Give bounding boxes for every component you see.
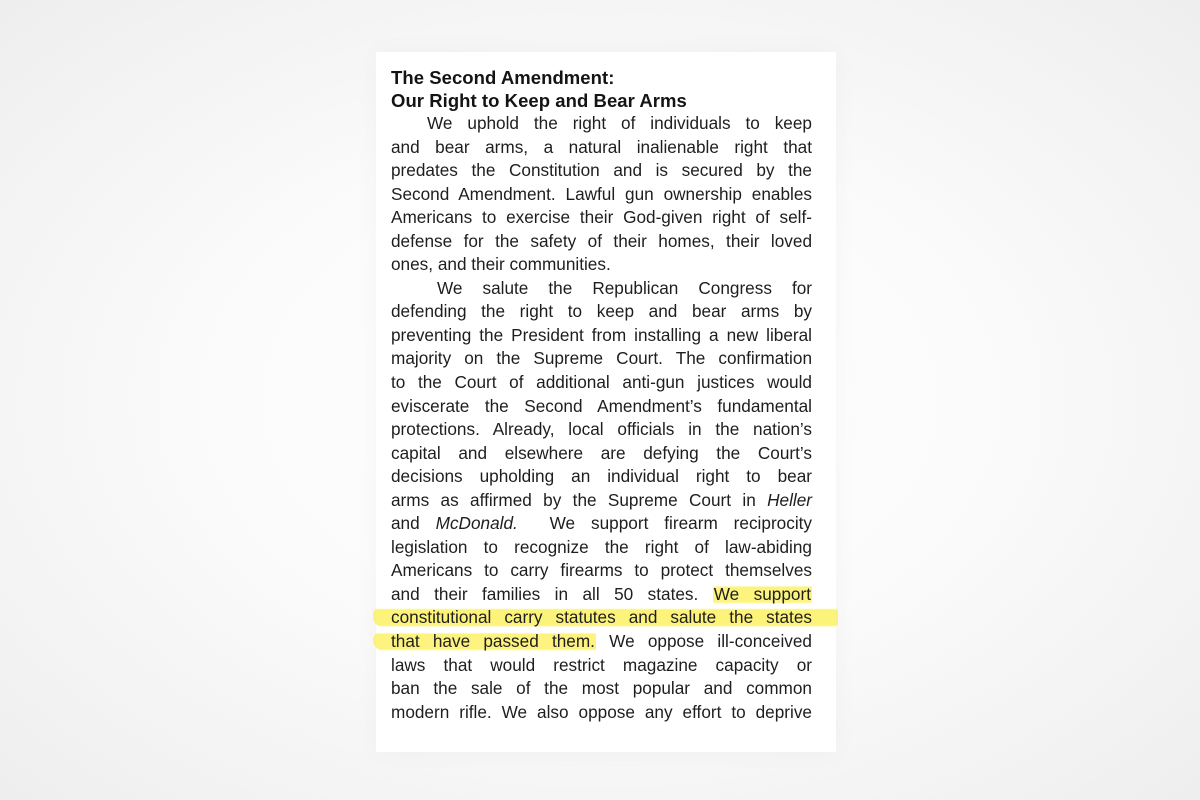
body-text <box>391 112 812 724</box>
heading-line-2: Our Right to Keep and Bear Arms <box>391 90 687 111</box>
text-line: Americans to exercise their God-given right of self- <box>391 207 812 228</box>
text-line: We salute the Republican Congress for <box>437 277 812 298</box>
text-segment: and their families in all 50 states. <box>391 583 699 604</box>
text-line: ban the sale of the most popular and common <box>391 678 812 699</box>
heading-line-1: The Second Amendment: <box>391 67 615 88</box>
text-line: defending the right to keep and bear arms by <box>391 301 812 322</box>
text-segment: We oppose ill-conceived <box>609 631 812 652</box>
text-line <box>391 512 812 536</box>
text-line <box>391 630 812 654</box>
text-line: ones, and their communities. <box>391 254 611 275</box>
text-line <box>391 583 812 607</box>
text-line: preventing the President from installing a new liberal <box>391 324 812 345</box>
text-line: capital and elsewhere are defying the Court’s <box>391 442 812 463</box>
text-line: Second Amendment. Lawful gun ownership enables <box>391 183 812 204</box>
text-line: We uphold the right of individuals to keep <box>427 113 812 133</box>
highlighted-text: We support <box>713 583 811 604</box>
case-name-mcdonald: McDonald. <box>435 513 518 534</box>
document-text <box>391 66 812 724</box>
text-line: modern rifle. We also oppose any effort to deprive <box>391 701 812 722</box>
text-line: defense for the safety of their homes, their loved <box>391 230 812 251</box>
highlighted-text: constitutional carry statutes and salute the states <box>373 607 838 627</box>
text-line: decisions upholding an individual right to bear <box>391 466 812 487</box>
text-line <box>391 489 812 513</box>
section-heading <box>391 66 812 112</box>
text-line: legislation to recognize the right of law-abiding <box>391 536 812 557</box>
text-line <box>391 606 812 630</box>
text-line: to the Court of additional anti-gun justices would <box>391 372 812 393</box>
text-segment: We support firearm reciprocity <box>549 513 813 534</box>
text-line: eviscerate the Second Amendment’s fundamental <box>391 395 812 416</box>
text-line: laws that would restrict magazine capacity or <box>391 654 812 675</box>
text-segment: and <box>391 513 420 534</box>
case-name-heller: Heller <box>767 489 812 510</box>
text-line: majority on the Supreme Court. The confirmation <box>391 348 812 369</box>
text-line: and bear arms, a natural inalienable right that <box>391 136 812 157</box>
text-segment: arms as affirmed by the Supreme Court in <box>391 489 756 510</box>
text-line: Americans to carry firearms to protect themselves <box>391 560 812 581</box>
text-line: protections. Already, local officials in the nation’s <box>391 419 812 440</box>
text-line: predates the Constitution and is secured by the <box>391 160 812 181</box>
highlighted-text: that have passed them. <box>373 631 596 651</box>
